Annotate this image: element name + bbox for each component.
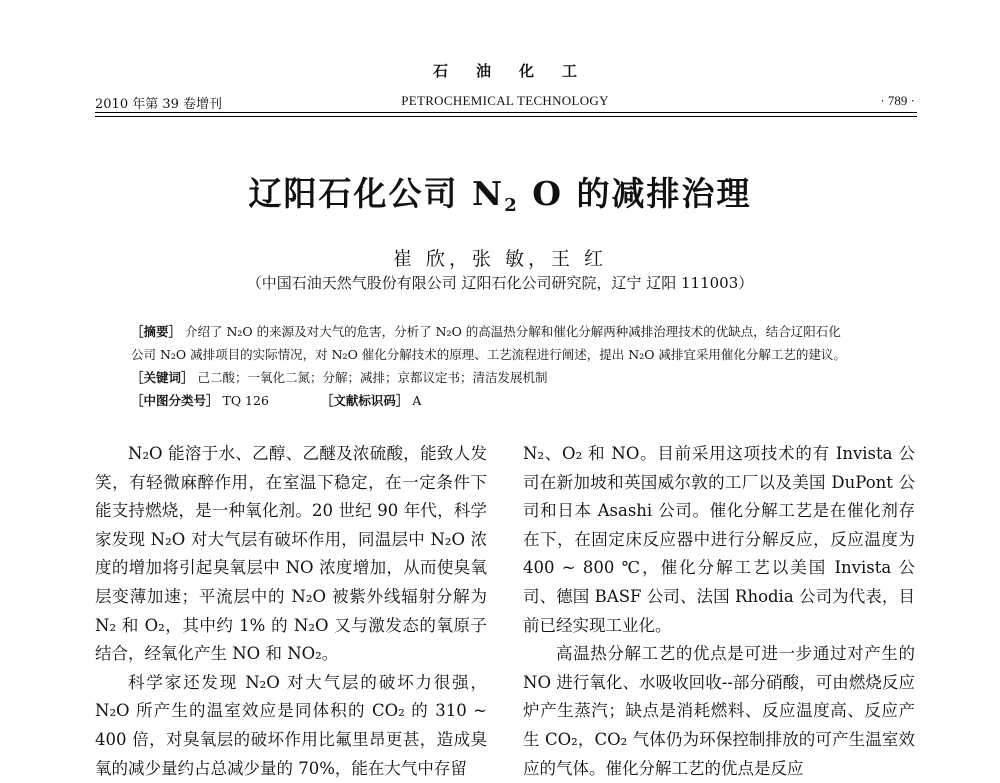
issue-info: 2010 年第 39 卷增刊 [95, 97, 223, 112]
doc-code-label: ［文献标识码］ [320, 393, 409, 408]
authors: 崔 欣，张 敏，王 红 [392, 248, 608, 270]
class-label: ［中图分类号］ [131, 393, 219, 408]
paragraph: N₂O 能溶于水、乙醇、乙醚及浓硫酸，能致人发笑，有轻微麻醉作用，在室温下稳定，在一定条件下能支持燃烧，是一种氧化剂。20 世纪 90 年代，科学家发现 N₂O 对大气层有破坏作用，同温层中 N₂O 浓度的增加将引起臭氧层中 NO 浓度增加，从而使臭氧层变薄加速；平流层中的 N₂O 被紫外线辐射分解为 N₂ 和 O₂，其中约 1% 的 N₂O 又与激发态的氧原子结合，经氧化产生 NO 和 NO₂。 [95, 444, 487, 664]
paragraph: 高温热分解工艺的优点是可进一步通过对产生的 NO 进行氧化、水吸收回收--部分硝酸，可由燃烧反应炉产生蒸汽；缺点是消耗燃料、反应温度高、反应产生 CO₂，CO₂ 气体仍为环保控制排放的可产生温室效应的气体。催化分解工艺的优点是反应 [523, 644, 915, 778]
paragraph: 科学家还发现 N₂O 对大气层的破坏力很强，N₂O 所产生的温室效应是同体积的 CO₂ 的 310 ~ 400 倍，对臭氧层的破坏作用比氟里昂更甚，造成臭氧的减少量约占总减少量的 70%，能在大气中存留 [95, 672, 487, 778]
keywords-text: 己二酸；一氧化二氮；分解；减排；京都议定书；清洁发展机制 [197, 370, 548, 385]
affiliation: （中国石油天然气股份有限公司 辽阳石化公司研究院，辽宁 辽阳 111003） [246, 274, 754, 292]
classification-line [131, 389, 891, 412]
header-rule-bottom [95, 116, 917, 117]
abstract-line-1 [131, 320, 891, 343]
body-column-left [95, 440, 487, 783]
abstract-label: ［摘要］ [131, 324, 182, 339]
keywords-line [131, 366, 891, 389]
journal-name-cn: 石油化工 [432, 62, 605, 80]
paragraph: N₂、O₂ 和 NO。目前采用这项技术的有 Invista 公司在新加坡和英国威尔敦的工厂以及美国 DuPont 公司和日本 Asashi 公司。催化分解工艺是在催化剂存在下，在固定床反应器中进行分解反应，反应温度为 400 ~ 800 ℃，催化分解工艺以美国 Invista 公司、德国 BASF 公司、法国 Rhodia 公司为代表，目前已经实现工业化。 [523, 444, 915, 635]
header-rule-top [95, 112, 917, 113]
body-column-right [523, 440, 915, 783]
page-number: · 789 · [880, 93, 915, 108]
abstract-text-1: 介绍了 N₂O 的来源及对大气的危害，分析了 N₂O 的高温热分解和催化分解两种减排治理技术的优缺点，结合辽阳石化 [185, 324, 841, 339]
title-subscript: 2 [504, 195, 519, 216]
title-post: O 的减排治理 [518, 174, 752, 213]
abstract-block [131, 320, 891, 412]
paper-title [0, 168, 1000, 216]
class-value: TQ 126 [222, 393, 269, 408]
title-pre: 辽阳石化公司 N [248, 174, 505, 213]
journal-name-en: PETROCHEMICAL TECHNOLOGY [401, 93, 609, 108]
doc-code-value: A [412, 393, 422, 408]
keywords-label: ［关键词］ [131, 370, 194, 385]
abstract-line-2: 公司 N₂O 减排项目的实际情况，对 N₂O 催化分解技术的原理、工艺流程进行阐述，提出 N₂O 减排宜采用催化分解工艺的建议。 [131, 347, 846, 362]
running-header [95, 60, 915, 118]
